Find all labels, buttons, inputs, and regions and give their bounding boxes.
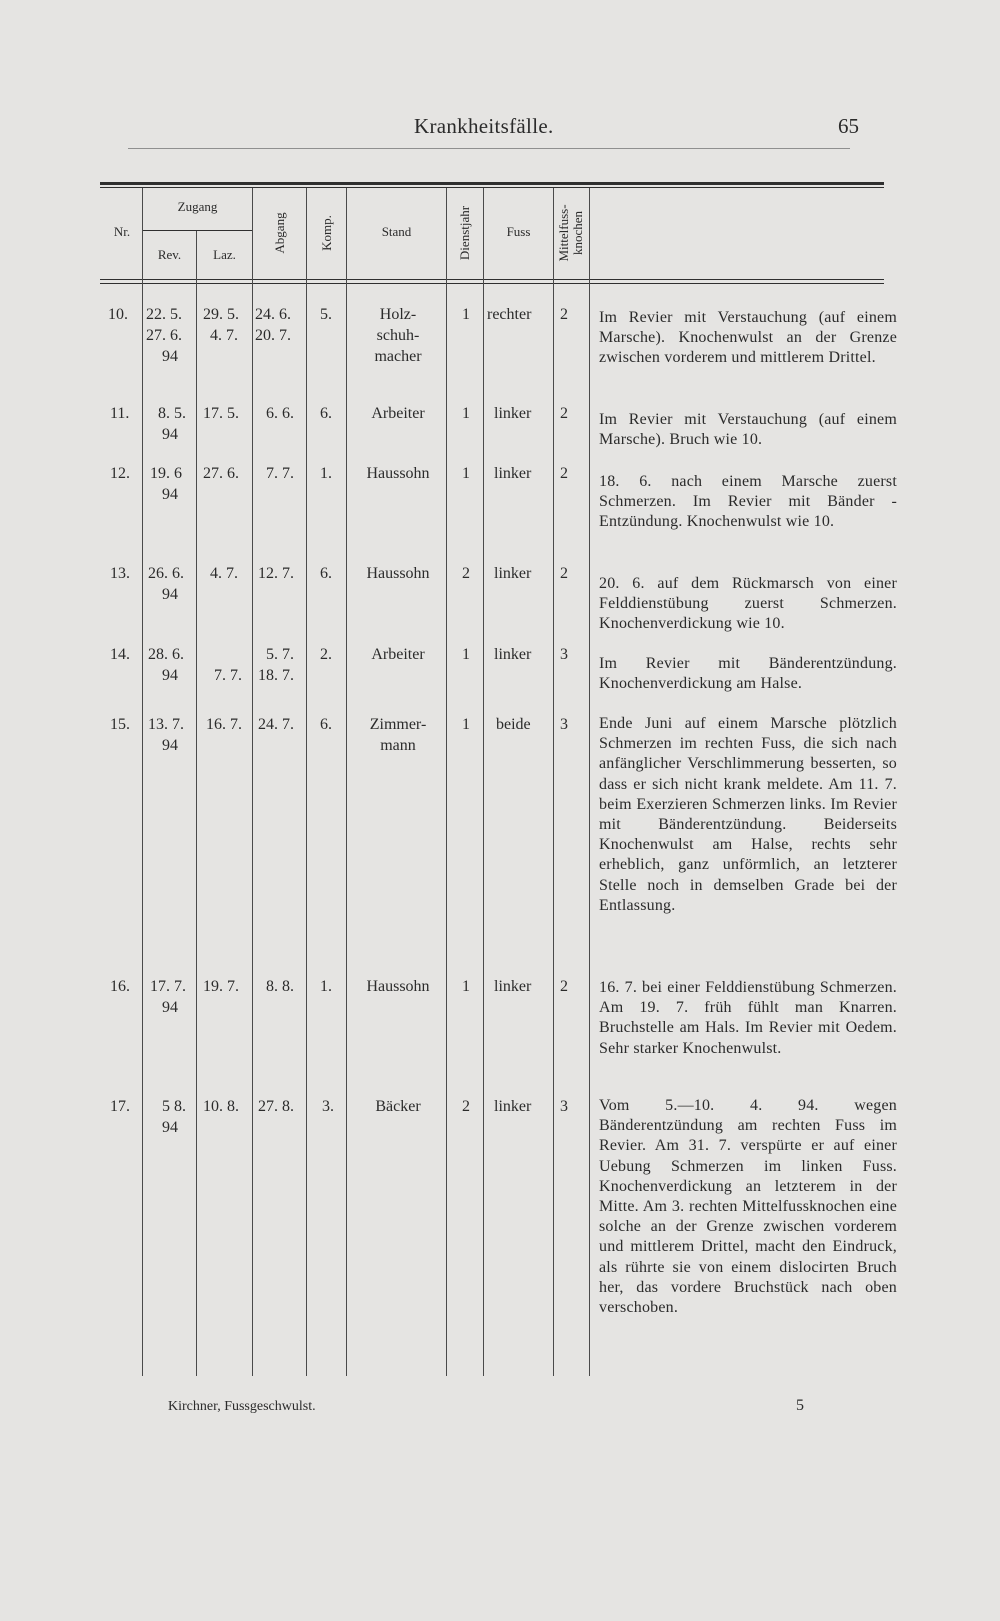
komp: 1.: [320, 465, 332, 482]
laz-date: 17. 5.: [203, 405, 239, 422]
fuss: rechter: [487, 306, 532, 323]
mittelfussknochen: 2: [560, 978, 568, 995]
header-komp: Komp.: [319, 215, 334, 251]
mittelfussknochen: 3: [560, 1098, 568, 1115]
rev-year: 94: [162, 586, 178, 603]
zugang-subrule: [143, 230, 252, 231]
header-mittelfussknochen: Mittelfuss-knochen: [556, 204, 585, 262]
rev-date: 28. 6.: [148, 646, 184, 663]
mittelfussknochen: 2: [560, 306, 568, 323]
row-nr: 12.: [110, 465, 130, 482]
rev-year: 94: [162, 999, 178, 1016]
abgang-date: 12. 7.: [258, 565, 294, 582]
dienstjahr: 1: [462, 646, 470, 663]
row-nr: 16.: [110, 978, 130, 995]
rev-date: 22. 5.: [146, 306, 182, 323]
komp: 3.: [322, 1098, 334, 1115]
abgang-date: 24. 6.: [255, 306, 291, 323]
stand: schuh-: [376, 327, 420, 344]
abgang-date: 5. 7.: [266, 646, 294, 663]
dienstjahr: 2: [462, 1098, 470, 1115]
stand: Holz-: [379, 306, 417, 323]
rev-year: 94: [162, 737, 178, 754]
rev-year: 94: [162, 486, 178, 503]
dienstjahr: 1: [462, 978, 470, 995]
rev-date: 5 8.: [162, 1098, 186, 1115]
row-description: Im Revier mit Verstauchung (auf einem Marsche). Knochenwulst an der Grenze zwischen vorderem und mittlerem Drittel.: [599, 309, 897, 367]
column-line: [553, 188, 554, 1376]
laz-date: 7. 7.: [214, 667, 242, 684]
abgang-date: 20. 7.: [255, 327, 291, 344]
column-line: [306, 188, 307, 1376]
running-head: [0, 114, 1000, 144]
abgang-date: 6. 6.: [266, 405, 294, 422]
dienstjahr: 1: [462, 465, 470, 482]
stand: Haussohn: [366, 978, 430, 995]
header-stand: Stand: [381, 224, 412, 239]
signature-mark: 5: [796, 1397, 804, 1414]
header-nr: Nr.: [113, 224, 131, 239]
stand: Haussohn: [366, 465, 430, 482]
laz-date: 27. 6.: [203, 465, 239, 482]
dienstjahr: 1: [462, 716, 470, 733]
rev-year: 94: [162, 667, 178, 684]
abgang-date: 8. 8.: [266, 978, 294, 995]
komp: 6.: [320, 565, 332, 582]
header-laz: Laz.: [213, 247, 236, 262]
header-rev: Rev.: [157, 247, 182, 262]
header-zugang: Zugang: [177, 199, 218, 214]
table-top-thin-rule: [100, 187, 884, 188]
laz-date: 19. 7.: [203, 978, 239, 995]
komp: 5.: [320, 306, 332, 323]
column-line: [483, 188, 484, 1376]
stand: Arbeiter: [371, 646, 425, 663]
komp: 1.: [320, 978, 332, 995]
stand: Arbeiter: [371, 405, 425, 422]
footer-signature: Kirchner, Fussgeschwulst.: [168, 1399, 316, 1414]
column-line: [252, 188, 253, 1376]
row-nr: 11.: [110, 405, 130, 422]
fuss: linker: [494, 1098, 532, 1115]
running-title: Krankheitsfälle.: [414, 114, 554, 138]
mittelfussknochen: 2: [560, 565, 568, 582]
column-line: [346, 188, 347, 1376]
fuss: linker: [494, 978, 532, 995]
stand: Haussohn: [366, 565, 430, 582]
header-bottom-rule-2: [100, 283, 884, 284]
header-rule: [128, 148, 850, 149]
column-line: [196, 231, 197, 1376]
header-bottom-rule: [100, 279, 884, 280]
table-top-rule: [100, 182, 884, 185]
header-dienstjahr: Dienstjahr: [457, 205, 472, 261]
fuss: linker: [494, 646, 532, 663]
rev-date: 8. 5.: [158, 405, 186, 422]
rev-year: 94: [162, 426, 178, 443]
mittelfussknochen: 2: [560, 465, 568, 482]
row-description: 18. 6. nach einem Marsche zuerst Schmerzen. Im Revier mit Bänder - Entzündung. Knochenwulst wie 10.: [599, 473, 897, 531]
laz-date: 10. 8.: [203, 1098, 239, 1115]
rev-date: 27. 6.: [146, 327, 182, 344]
abgang-date: 7. 7.: [266, 465, 294, 482]
row-description: Im Revier mit Bänderentzündung. Knochenverdickung am Halse.: [599, 655, 897, 693]
column-line: [589, 188, 590, 1376]
komp: 6.: [320, 716, 332, 733]
row-description: Vom 5.—10. 4. 94. wegen Bänderentzündung am rechten Fuss im Revier. Am 31. 7. verspürte er auf einer Uebung Schmerzen im linken Fuss. Knochenverdickung an letzterem in der Mitte. Am 3. rechten Mittelfussknochen eine solche an der Grenze zwischen vorderem und mittlerem Drittel, macht den Eindruck, als rührte sie von einem dislocirten Bruch her, das vordere Bruchstück nach oben verschoben.: [599, 1097, 897, 1317]
rev-year: 94: [162, 1119, 178, 1136]
header-abgang: Abgang: [272, 212, 287, 254]
stand: macher: [374, 348, 422, 365]
row-nr: 14.: [110, 646, 130, 663]
laz-date: 29. 5.: [203, 306, 239, 323]
rev-date: 19. 6: [150, 465, 182, 482]
fuss: linker: [494, 405, 532, 422]
mittelfussknochen: 3: [560, 646, 568, 663]
abgang-date: 27. 8.: [258, 1098, 294, 1115]
laz-date: 16. 7.: [206, 716, 242, 733]
row-description: 16. 7. bei einer Felddienstübung Schmerzen. Am 19. 7. früh fühlt man Knarren. Bruchstelle am Hals. Im Revier mit Oedem. Sehr starker Knochenwulst.: [599, 979, 897, 1057]
row-description: 20. 6. auf dem Rückmarsch von einer Felddienstübung zuerst Schmerzen. Knochenverdickung wie 10.: [599, 575, 897, 633]
column-line: [142, 188, 143, 1376]
dienstjahr: 2: [462, 565, 470, 582]
rev-year: 94: [162, 348, 178, 365]
row-description: Im Revier mit Verstauchung (auf einem Marsche). Bruch wie 10.: [599, 411, 897, 449]
row-nr: 15.: [110, 716, 130, 733]
row-nr: 13.: [110, 565, 130, 582]
komp: 2.: [320, 646, 332, 663]
row-nr: 17.: [110, 1098, 130, 1115]
stand: mann: [380, 737, 416, 754]
page-number: 65: [838, 114, 859, 138]
fuss: linker: [494, 565, 532, 582]
mittelfussknochen: 2: [560, 405, 568, 422]
abgang-date: 24. 7.: [258, 716, 294, 733]
fuss: beide: [496, 716, 531, 733]
rev-date: 13. 7.: [148, 716, 184, 733]
column-line: [446, 188, 447, 1376]
rev-date: 17. 7.: [150, 978, 186, 995]
komp: 6.: [320, 405, 332, 422]
row-description: Ende Juni auf einem Marsche plötzlich Schmerzen im rechten Fuss, die sich nach anfänglicher Verschlimmerung besserten, so dass er sich nicht krank meldete. Am 11. 7. beim Exerzieren Schmerzen links. Im Revier mit Bänderentzündung. Beiderseits Knochenwulst am Halse, rechts sehr erheblich, ganz unförmlich, an letzterer Stelle noch in demselben Grade bei der Entlassung.: [599, 715, 897, 914]
mittelfussknochen: 3: [560, 716, 568, 733]
dienstjahr: 1: [462, 306, 470, 323]
laz-date: 4. 7.: [210, 565, 238, 582]
abgang-date: 18. 7.: [258, 667, 294, 684]
laz-date: 4. 7.: [210, 327, 238, 344]
header-fuss: Fuss: [506, 224, 531, 239]
stand: Bäcker: [375, 1098, 421, 1115]
row-nr: 10.: [108, 306, 128, 323]
dienstjahr: 1: [462, 405, 470, 422]
stand: Zimmer-: [369, 716, 427, 733]
fuss: linker: [494, 465, 532, 482]
rev-date: 26. 6.: [148, 565, 184, 582]
